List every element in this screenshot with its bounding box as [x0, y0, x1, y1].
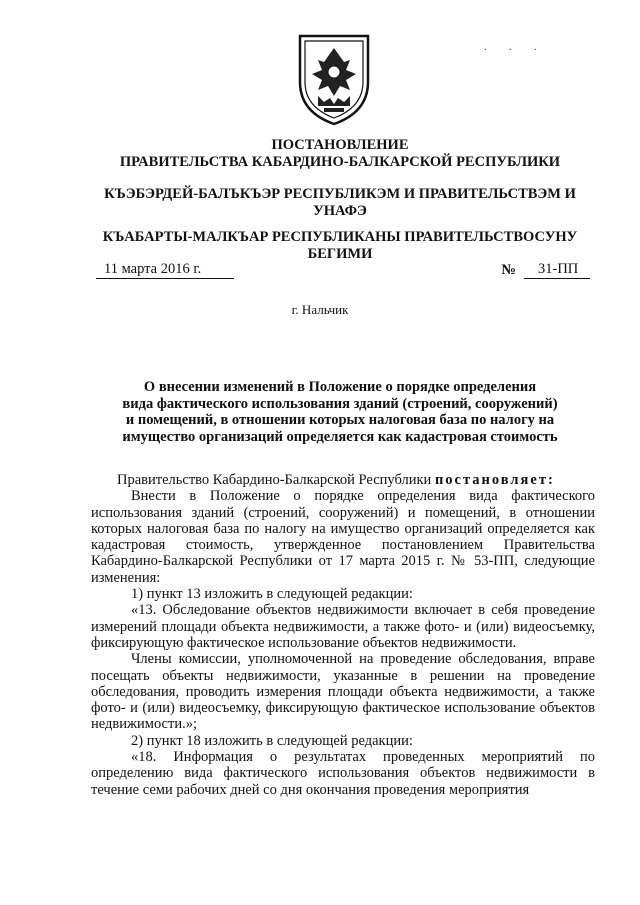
title-block-kabardian: [80, 186, 600, 220]
body-paragraph: «13. Обследование объектов недвижимости включает в себя проведение измерений площади объекта недвижимости, а также фото- и (или) видеосъемку, фиксирующую фактическое использование объектов недвижимости.: [91, 602, 595, 651]
date-number-row: [96, 261, 590, 283]
heading-line: имущество организаций определяется как кадастровая стоимость: [122, 428, 558, 445]
heading-line: О внесении изменений в Положение о порядке определения: [143, 379, 537, 395]
body-paragraph: «18. Информация о результатах проведенных мероприятий по определению вида фактического использования объектов недвижимости в течение семи рабочих дней со дня окончания проведения мероприятия: [91, 749, 595, 798]
title-line: КЪАБАРТЫ-МАЛКЪАР РЕСПУБЛИКАНЫ ПРАВИТЕЛЬСТВОСУНУ: [102, 229, 578, 245]
title-block-balkar: [80, 229, 600, 263]
body-paragraph: Внести в Положение о порядке определения вида фактического использования зданий (строений, сооружений) и помещений, в отношении которых налоговая база по налогу на имущество организаций определяется как кадастровая стоимость, утвержденное постановлением Правительства Кабардино-Балкарской Республики от 17 марта 2015 г. № 53-ПП, следующие изменения:: [91, 488, 595, 586]
title-line: УНАФЭ: [313, 203, 367, 219]
heading-line: вида фактического использования зданий (строений, сооружений): [122, 395, 558, 412]
title-line: БЕГИМИ: [307, 246, 373, 262]
document-number-wrap: [501, 261, 590, 279]
document-date: 11 марта 2016 г.: [96, 261, 234, 279]
document-body: [91, 472, 595, 798]
body-paragraph-intro: [91, 472, 595, 488]
body-paragraph: 2) пункт 18 изложить в следующей редакции:: [131, 732, 413, 749]
title-block-russian: [80, 137, 600, 171]
intro-text: Правительство Кабардино-Балкарской Республики: [117, 472, 435, 488]
body-paragraph: Члены комиссии, уполномоченной на проведение обследования, вправе посещать объекты недвижимости, указанные в решении на проведение обследования, проводить измерения площади объекта недвижимости, а также фото- и (или) видеосъемку, фиксирующую фактическое использование объектов недвижимости.»;: [91, 651, 595, 733]
number-sign: №: [501, 262, 516, 278]
coat-of-arms-emblem: [294, 30, 374, 126]
body-paragraph: 1) пункт 13 изложить в следующей редакции:: [131, 586, 413, 603]
heading-line: и помещений, в отношении которых налоговая база по налогу на: [125, 412, 555, 428]
title-line: КЪЭБЭРДЕЙ-БАЛЪКЪЭР РЕСПУБЛИКЭМ И ПРАВИТЕЛЬСТВЭМ И: [104, 186, 576, 202]
title-line: ПОСТАНОВЛЕНИЕ: [271, 137, 409, 153]
corner-marks: . . .: [484, 42, 547, 53]
title-line: ПРАВИТЕЛЬСТВА КАБАРДИНО-БАЛКАРСКОЙ РЕСПУБЛИКИ: [119, 154, 561, 170]
document-heading: [100, 379, 580, 445]
document-city: г. Нальчик: [291, 302, 349, 317]
decree-verb: постановляет:: [434, 472, 555, 488]
document-number: 31-ПП: [524, 261, 590, 279]
